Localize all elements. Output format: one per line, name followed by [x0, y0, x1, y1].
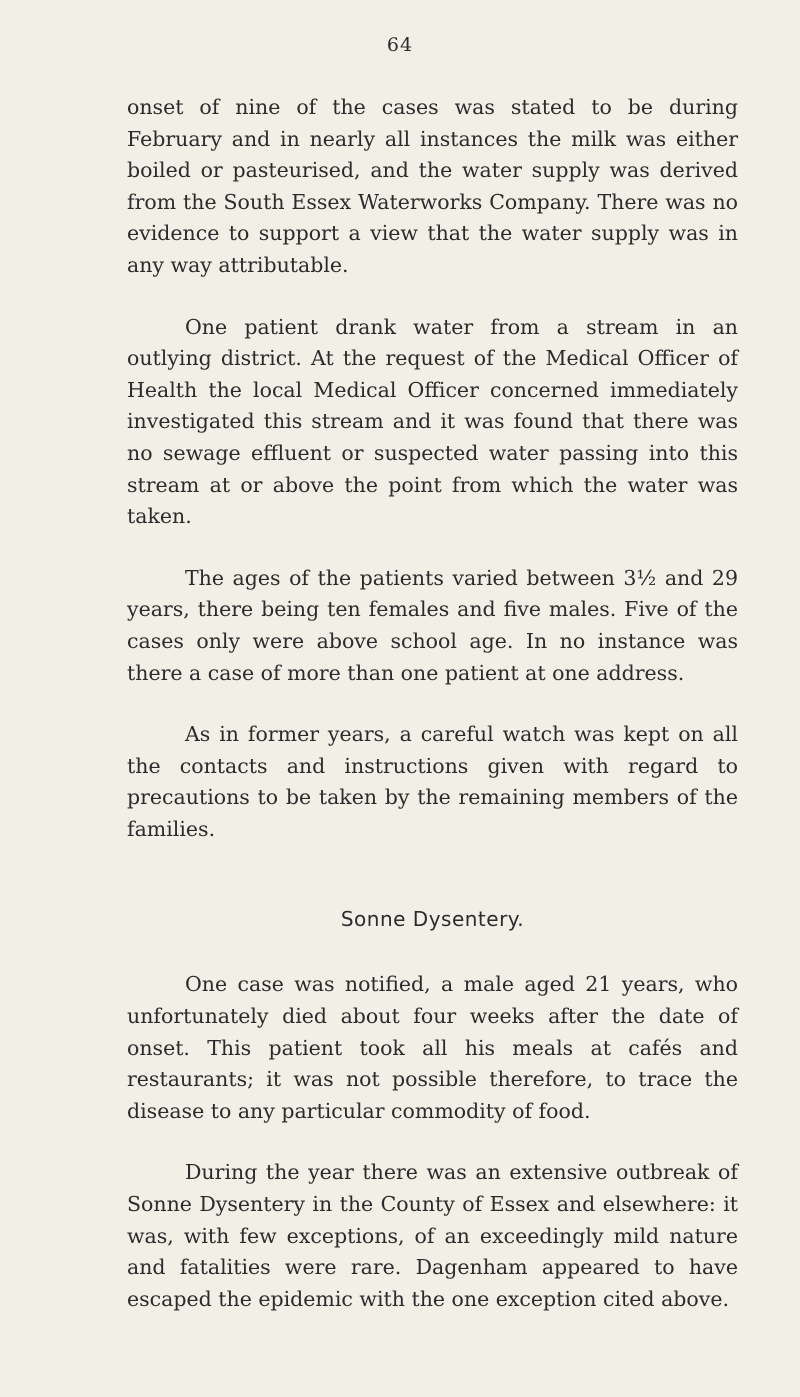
section-heading: Sonne Dysentery. [340, 907, 525, 932]
page-number: 64 [386, 34, 414, 56]
paragraph-contacts: As in former years, a careful watch was kept on all the contacts and instructions given with regard to precautions to be taken by the remaining members of the families. [127, 722, 738, 841]
paragraph-case: One case was notified, a male aged 21 years, who unfortunately died about four weeks after the date of onset. This patient took all his meals at cafés and restaurants; it was not possible therefore, to trace the disease to any particular commodity of food. [127, 972, 738, 1123]
paragraph-continued: onset of nine of the cases was stated to be during February and in nearly all instances the milk was either boiled or pasteurised, and the water supply was derived from the South Essex Waterworks Company. There was no evidence to support a view that the water supply was in any way attributable. [127, 95, 738, 277]
paragraph-ages: The ages of the patients varied between 3½ and 29 years, there being ten females and five males. Five of the cases only were above school age. In no instance was there a case of more than one patient at one address. [127, 565, 738, 685]
paragraph-stream: One patient drank water from a stream in an outlying district. At the request of the Medical Officer of Health the local Medical Officer concerned immediately investigated this stream and it was found that there was no sewage effluent or suspected water passing into this stream at or above the point from which the water was taken. [127, 314, 738, 529]
page-body [127, 92, 738, 1345]
paragraph-outbreak: During the year there was an extensive outbreak of Sonne Dysentery in the County of Essex and elsewhere: it was, with few exceptions, of an exceedingly mild nature and fatalities were rare. Dagenham appeared to have escaped the epidemic with the one exception cited above. [127, 1160, 738, 1311]
